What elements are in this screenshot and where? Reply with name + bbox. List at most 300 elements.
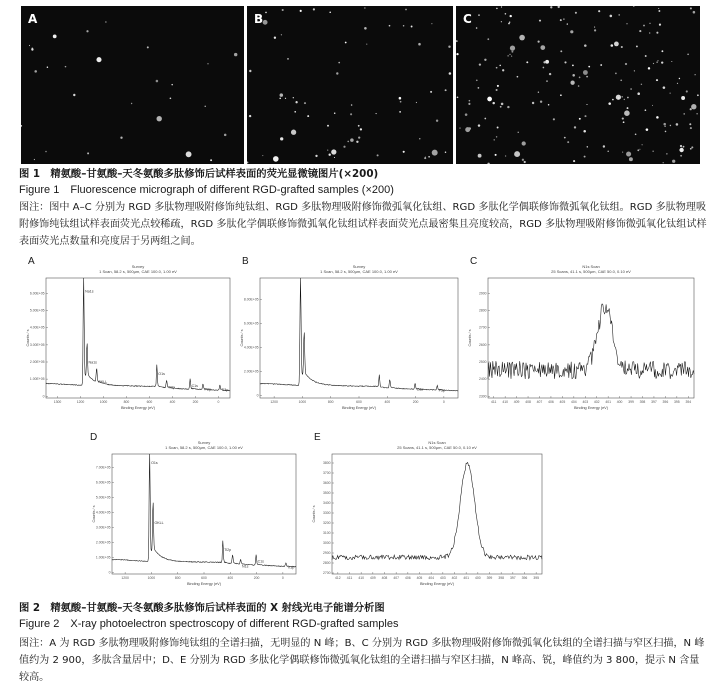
fluorescence-dot — [653, 151, 654, 152]
fluorescence-dot — [639, 149, 640, 150]
fluorescence-dot — [637, 92, 640, 95]
y-tick-label: 5.00E+05 — [29, 308, 45, 313]
fluorescence-dot — [683, 146, 685, 148]
fluorescence-dot — [539, 20, 541, 22]
y-tick-label: 2.00E+05 — [29, 360, 45, 364]
fluorescence-dot — [643, 25, 645, 27]
fluorescence-dot — [570, 30, 573, 33]
fluorescence-dot — [249, 115, 251, 117]
fluorescence-dot — [465, 113, 468, 116]
fluorescence-dot — [432, 150, 438, 156]
fluorescence-dot — [313, 8, 315, 10]
x-tick-label: 401 — [605, 400, 612, 404]
fluorescence-dot — [511, 51, 513, 53]
fluorescence-dot — [637, 149, 639, 151]
chart-title: Survey — [352, 264, 366, 269]
fluorescence-dot — [34, 70, 37, 73]
y-tick-label: 2.00E+05 — [243, 369, 259, 374]
fluorescence-dot — [588, 66, 590, 68]
x-tick-label: 600 — [146, 400, 153, 404]
peak-label: Ti2p — [168, 385, 175, 390]
y-axis-label: Counts / s — [468, 329, 472, 347]
fluorescence-dot — [377, 154, 379, 156]
x-tick-label: 395 — [673, 400, 680, 404]
fluorescence-dot — [658, 8, 659, 9]
fluorescence-dot — [425, 157, 426, 158]
fluorescence-dot — [627, 97, 629, 99]
fluorescence-dot — [598, 10, 600, 12]
fluorescence-dot — [625, 63, 627, 65]
fluorescence-dot — [210, 159, 212, 161]
fluorescence-dot — [499, 65, 501, 67]
fluorescence-dot — [431, 23, 432, 24]
x-tick-label: 410 — [502, 400, 509, 404]
x-tick-label: 406 — [404, 576, 411, 580]
fluorescence-dot — [629, 157, 633, 161]
fluorescence-dot — [287, 58, 289, 60]
x-tick-label: 398 — [498, 576, 505, 580]
y-tick-label: 1.00E+05 — [95, 555, 111, 560]
fluorescence-dot — [661, 61, 663, 63]
chart-panel-letter: D — [90, 432, 98, 443]
xps-chart-b — [238, 256, 466, 418]
x-tick-label: 400 — [616, 400, 623, 404]
fluorescence-dot — [262, 155, 263, 156]
fluorescence-dot — [263, 20, 268, 25]
fluorescence-dot — [327, 125, 329, 127]
fluorescence-dot — [476, 79, 478, 81]
fluorescence-dot — [350, 113, 352, 115]
fluorescence-dot — [584, 44, 587, 47]
fluorescence-dot — [649, 23, 650, 24]
fluorescence-dot — [496, 89, 498, 91]
x-tick-label: 400 — [384, 400, 391, 404]
fluorescence-dot — [558, 6, 560, 8]
fluorescence-dot — [689, 123, 691, 125]
fluorescence-dot — [496, 67, 498, 69]
x-tick-label: 403 — [439, 576, 446, 580]
fluorescence-dot — [560, 50, 562, 52]
fluorescence-dot — [478, 124, 480, 126]
fluorescence-dot — [670, 93, 671, 94]
fluorescence-dot — [514, 151, 520, 157]
fluorescence-dot — [366, 44, 367, 45]
fluorescence-dot — [686, 90, 688, 92]
fluorescence-dot — [611, 44, 614, 47]
x-tick-label: 405 — [559, 400, 566, 404]
fluorescence-dot — [583, 70, 588, 75]
x-tick-label: 800 — [123, 400, 130, 404]
fluorescence-dot — [560, 94, 562, 96]
fluorescence-dot — [545, 60, 549, 64]
y-tick-label: 3500 — [322, 491, 331, 495]
x-tick-label: 200 — [253, 576, 260, 580]
fluorescence-dot — [672, 160, 675, 163]
x-tick-label: 1000 — [147, 576, 156, 580]
fluorescence-dot — [575, 12, 577, 14]
fluorescence-dot — [356, 141, 358, 143]
fluorescence-dot — [652, 105, 653, 106]
fluorescence-dot — [399, 97, 402, 100]
x-tick-label: 400 — [474, 576, 481, 580]
figure1-caption-en: Figure 1 Fluorescence micrograph of different RGD-grafted samples (×200) — [19, 184, 394, 196]
x-tick-label: 800 — [327, 400, 334, 404]
fluorescence-dot — [502, 69, 504, 71]
fluorescence-dot — [564, 137, 566, 139]
fluorescence-dot — [205, 106, 206, 107]
fluorescence-dot — [656, 32, 658, 34]
fluorescence-dot — [281, 34, 282, 35]
fluorescence-dot — [522, 159, 524, 161]
fluorescence-dot — [540, 100, 542, 102]
y-tick-label: 3.00E+05 — [29, 342, 45, 347]
fluorescence-dot — [476, 27, 478, 29]
x-axis-label: Binding Energy (eV) — [574, 406, 608, 410]
fluorescence-dot — [522, 141, 526, 145]
fluorescence-dot — [360, 128, 362, 130]
fluorescence-dot — [509, 21, 510, 22]
x-axis-label: Binding Energy (eV) — [121, 406, 155, 410]
fluorescence-dot — [626, 151, 631, 156]
fluorescence-dot — [636, 45, 638, 47]
fluorescence-dot — [273, 156, 279, 162]
fluorescence-dot — [656, 62, 657, 63]
fluorescence-dot — [630, 88, 632, 90]
fluorescence-dot — [87, 152, 89, 154]
fluorescence-dot — [614, 42, 619, 47]
fluorescence-dot — [645, 109, 647, 111]
fluorescence-dot — [358, 125, 360, 127]
y-axis-label: Counts / s — [312, 505, 316, 523]
chart-subtitle: 1 Scan, 58.2 s, 500µm, CAE 100.0, 1.00 eV — [99, 269, 177, 274]
fluorescence-dot — [456, 40, 458, 42]
chart-subtitle: 25 Scans, 41.1 s, 500µm, CAE 50.0, 0.10 eV — [551, 269, 631, 274]
fluorescence-dot — [653, 63, 654, 64]
fluorescence-dot — [615, 73, 617, 75]
figure2-caption-en: Figure 2 X-ray photoelectron spectroscopy of different RGD-grafted samples — [19, 618, 399, 630]
fluorescence-dot — [291, 130, 296, 135]
y-tick-label: 3300 — [322, 511, 331, 515]
fluorescence-dot — [186, 151, 192, 157]
fluorescence-dot — [343, 146, 345, 148]
fluorescence-dot — [691, 104, 696, 109]
fluorescence-dot — [623, 121, 625, 123]
fluorescence-dot — [53, 35, 57, 39]
fluorescence-dot — [329, 154, 331, 156]
y-tick-label: 2800 — [322, 561, 331, 565]
y-tick-label: 2500 — [478, 360, 487, 364]
fluorescence-dot — [676, 123, 679, 126]
fluorescence-dot — [666, 153, 667, 154]
fluorescence-dot — [280, 93, 284, 97]
fluorescence-dot — [626, 23, 627, 24]
fluorescence-dot — [573, 160, 575, 162]
y-tick-label: 6.00E+05 — [95, 480, 111, 485]
y-tick-label: 6.00E+05 — [243, 321, 259, 326]
peak-label: C1s — [257, 559, 264, 564]
y-tick-label: 2900 — [322, 551, 331, 555]
xps-chart-d — [90, 432, 304, 594]
fluorescence-dot — [507, 106, 509, 108]
fluorescence-dot — [618, 97, 619, 98]
fluorescence-dot — [663, 162, 664, 163]
fluorescence-dot — [586, 76, 588, 78]
fluorescence-dot — [304, 102, 306, 104]
fluorescence-dot — [641, 84, 642, 85]
fluorescence-dot — [634, 70, 635, 71]
fluorescence-dot — [31, 48, 33, 50]
x-tick-label: 1000 — [298, 400, 307, 404]
x-tick-label: 1300 — [53, 400, 62, 404]
y-tick-label: 2900 — [478, 291, 487, 296]
fluorescence-dot — [147, 46, 149, 48]
fluorescence-dot — [400, 101, 402, 103]
plot-frame — [488, 278, 694, 398]
y-axis-label: Counts / s — [26, 329, 30, 347]
fluorescence-dot — [436, 120, 438, 122]
fluorescence-dot — [610, 15, 613, 18]
fluorescence-dot — [572, 74, 575, 77]
fluorescence-dot — [633, 6, 634, 7]
fluorescence-dot — [469, 100, 471, 102]
fluorescence-dot — [508, 23, 510, 25]
fluorescence-dot — [293, 97, 294, 98]
peak-label: N1s — [242, 564, 249, 569]
x-tick-label: 396 — [662, 400, 669, 404]
fluorescence-dot — [364, 27, 367, 30]
fluorescence-dot — [635, 133, 637, 135]
fluorescence-dot — [34, 159, 35, 160]
chart-panel-letter: C — [470, 256, 478, 267]
fluorescence-dot — [600, 64, 602, 66]
fluorescence-dot — [445, 89, 447, 91]
fluorescence-dot — [484, 59, 486, 61]
fluorescence-dot — [224, 134, 227, 137]
x-tick-label: 400 — [169, 400, 176, 404]
fluorescence-dot — [603, 145, 605, 147]
x-tick-label: 200 — [412, 400, 419, 404]
fluorescence-dot — [627, 107, 629, 109]
plot-frame — [260, 278, 458, 398]
fluorescence-dot — [538, 41, 540, 43]
fluorescence-dot — [300, 10, 302, 12]
fluorescence-dot — [86, 30, 88, 32]
fluorescence-dot — [532, 102, 534, 104]
fluorescence-dot — [524, 161, 526, 163]
fluorescence-dot — [389, 25, 391, 27]
x-tick-label: 409 — [369, 576, 376, 580]
x-tick-label: 406 — [548, 400, 554, 404]
x-tick-label: 409 — [513, 400, 520, 404]
fluorescence-dot — [584, 115, 586, 117]
fluorescence-dot — [501, 6, 502, 7]
fluorescence-dot — [526, 61, 528, 63]
fluorescence-dot — [234, 53, 237, 56]
y-tick-label: 5.00E+05 — [95, 495, 111, 500]
xps-spectrum-svg — [90, 432, 304, 594]
peak-label: Ti3p — [221, 387, 229, 392]
fluorescence-dot — [587, 146, 588, 147]
fluorescence-dot — [620, 79, 622, 81]
xps-spectrum-svg — [24, 256, 238, 418]
y-tick-label: 2700 — [478, 325, 487, 330]
x-tick-label: 405 — [416, 576, 423, 580]
fluorescence-dot — [487, 163, 489, 164]
fluorescence-dot — [345, 42, 347, 44]
fluorescence-dot — [399, 111, 401, 113]
fluorescence-dot — [594, 27, 595, 28]
fluorescence-dot — [579, 118, 581, 120]
peak-label: P2p — [438, 388, 446, 393]
fluorescence-dot — [449, 72, 452, 75]
fluorescence-dot — [510, 45, 515, 50]
fluorescence-dot — [696, 113, 697, 114]
peak-label: Ti3p — [287, 565, 295, 570]
fluorescence-dot — [671, 61, 672, 62]
panel-label: B — [254, 12, 264, 26]
fluorescence-dot — [73, 94, 75, 96]
fluorescence-dot — [492, 102, 494, 104]
fluorescence-dot — [505, 13, 507, 15]
fluorescence-dot — [693, 11, 696, 14]
x-tick-label: 1000 — [99, 400, 108, 404]
fluorescence-dot — [334, 113, 335, 114]
xps-chart-c — [466, 256, 702, 418]
x-tick-label: 401 — [463, 576, 470, 580]
fluorescence-dot — [358, 136, 360, 138]
fluorescence-dot — [448, 45, 450, 47]
x-tick-label: 800 — [174, 576, 181, 580]
fluorescence-dot — [665, 131, 667, 133]
fluorescence-dot — [680, 155, 682, 157]
fluorescence-dot — [157, 116, 162, 121]
fluorescence-dot — [661, 50, 663, 52]
fluorescence-dot — [621, 96, 623, 98]
fluorescence-dot — [430, 91, 432, 93]
fluorescence-dot — [495, 154, 497, 156]
fluorescence-dot — [622, 118, 624, 120]
fluorescence-dot — [594, 29, 596, 31]
fluorescence-dot — [664, 126, 666, 128]
x-axis-label: Binding Energy (eV) — [187, 582, 221, 586]
fluorescence-dot — [511, 56, 512, 57]
fluorescence-dot — [583, 130, 586, 133]
fluorescence-dot — [484, 118, 486, 120]
fluorescence-dot — [586, 104, 587, 105]
y-tick-label: 4.00E+05 — [29, 325, 45, 330]
x-tick-label: 404 — [570, 400, 577, 404]
chart-panel-letter: B — [242, 256, 249, 267]
fluorescence-dot — [639, 30, 641, 32]
fluorescence-dot — [456, 53, 458, 55]
fluorescence-dot — [171, 84, 173, 86]
x-tick-label: 600 — [201, 576, 207, 580]
fluorescence-dot — [338, 62, 340, 64]
y-tick-label: 0 — [42, 394, 45, 399]
peak-label: Ti2p — [224, 548, 232, 552]
fluorescence-dot — [621, 46, 623, 48]
x-tick-label: 0 — [217, 400, 220, 404]
fluorescence-dot — [329, 11, 331, 13]
fluorescence-dot — [695, 74, 696, 75]
fluorescence-dot — [584, 156, 586, 158]
x-tick-label: 402 — [451, 576, 458, 580]
fluorescence-dot — [478, 87, 480, 89]
fluorescence-dot — [553, 118, 555, 120]
fluorescence-dot — [279, 98, 281, 100]
fluorescence-dot — [607, 151, 609, 153]
fluorescence-dot — [612, 99, 614, 101]
fluorescence-dot — [501, 103, 504, 106]
spectrum-line — [332, 462, 542, 559]
fluorescence-dot — [550, 6, 552, 8]
fluorescence-dot — [622, 152, 623, 153]
x-axis-label: Binding Energy (eV) — [342, 406, 376, 410]
fluorescence-dot — [418, 43, 421, 46]
fluorescence-dot — [690, 148, 692, 150]
fluorescence-dot — [608, 102, 611, 105]
fluorescence-dot — [646, 128, 649, 131]
fluorescence-dot — [659, 24, 661, 26]
fluorescence-dot — [509, 54, 510, 55]
xps-spectrum-svg — [466, 256, 702, 418]
y-tick-label: 4.00E+05 — [243, 345, 259, 350]
fluorescence-dot — [47, 67, 48, 68]
x-axis-label: Binding Energy (eV) — [420, 582, 454, 586]
fluorescence-dot — [567, 23, 568, 24]
x-tick-label: 1200 — [270, 400, 278, 404]
spectrum-line — [112, 454, 296, 567]
fluorescence-dot — [690, 7, 692, 9]
chart-panel-letter: E — [314, 432, 321, 443]
fluorescence-dot — [478, 154, 482, 158]
x-tick-label: 407 — [536, 400, 543, 404]
fluorescence-dot — [564, 61, 566, 63]
fluorescence-dot — [457, 96, 459, 98]
fluorescence-dot — [546, 80, 548, 82]
y-tick-label: 3.00E+05 — [95, 525, 111, 530]
fluorescence-dot — [543, 67, 545, 69]
fluorescence-dot — [677, 83, 678, 84]
chart-subtitle: 1 Scan, 58.2 s, 500µm, CAE 100.0, 1.00 eV — [165, 445, 243, 450]
fluorescence-dot — [578, 85, 580, 87]
x-tick-label: 394 — [685, 400, 692, 404]
fluorescence-dot — [567, 141, 569, 143]
x-tick-label: 1200 — [76, 400, 85, 404]
panel-label: C — [463, 12, 472, 26]
y-tick-label: 2700 — [322, 571, 331, 575]
xps-spectrum-svg — [310, 432, 550, 594]
fluorescence-photo-a — [21, 6, 244, 164]
peak-label: Na1s — [85, 289, 94, 294]
fluorescence-dot — [416, 102, 417, 103]
fluorescence-dot — [468, 103, 470, 105]
fluorescence-photo-c — [456, 6, 700, 164]
fluorescence-dot — [560, 19, 562, 21]
fluorescence-dot — [336, 72, 338, 74]
fluorescence-dot — [510, 15, 512, 17]
fluorescence-dot — [376, 113, 377, 114]
chart-title: N1s Scan — [582, 264, 600, 269]
y-tick-label: 8.00E+05 — [243, 297, 259, 302]
spectrum-line — [46, 278, 230, 391]
fluorescence-dot — [642, 144, 643, 145]
y-tick-label: 2.00E+05 — [95, 540, 111, 545]
y-tick-label: 3200 — [322, 521, 331, 525]
fluorescence-dot — [295, 101, 297, 103]
spectrum-line — [260, 278, 458, 391]
fluorescence-dots — [247, 6, 453, 164]
